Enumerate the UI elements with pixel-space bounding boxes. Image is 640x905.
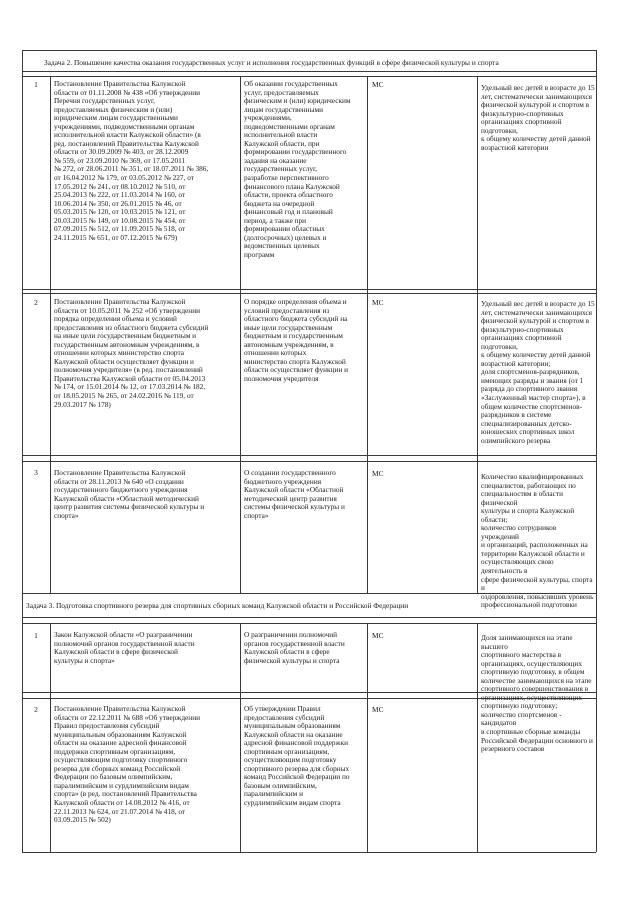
executor-cell: МС [372, 298, 384, 307]
table-border-bottom [22, 852, 596, 853]
task-3-header-bottom [22, 617, 596, 618]
column-separator [50, 76, 51, 593]
subject-cell: Об утверждении Правил предоставления субсидий муниципальным образованиям Калужской области на оказание адресной финансовой поддержки спортивным организациям, осуществляющим подготовку спортивного резерва для сборных команд Российской Федерации по базовым олимпийским, паралимпийским и сурдлимпийским видам спорта [244, 705, 350, 808]
column-separator [367, 76, 368, 593]
executor-cell: МС [372, 469, 384, 478]
column-separator [240, 623, 241, 852]
column-separator [477, 623, 478, 852]
subject-cell: О порядке определения объема и условий предоставления из областного бюджета субсидий на иные цели государственным бюджетным и государственным автономным учреждениям, в отношении которых министерство спорта Калужской области осуществляет функции и полномочия учредителя [244, 298, 348, 383]
row-number: 2 [34, 298, 38, 307]
column-separator [477, 76, 478, 593]
column-separator [50, 623, 51, 852]
subject-cell: О создании государственного бюджетного учреждения Калужской области «Областной методический центр развития системы физической культуры и спорта» [244, 469, 345, 520]
executor-cell: МС [372, 705, 384, 714]
row-1-bottom [22, 289, 596, 290]
row-3-top [22, 461, 596, 462]
column-separator [367, 623, 368, 852]
executor-cell: МС [372, 80, 384, 89]
row-2-bottom [22, 455, 596, 456]
indicator-cell: Удельный вес детей в возрасте до 15 лет, систематически занимающихся физической культурой и спортом в физкультурно-спортивных организациях спортивной подготовки, к общему количеству детей данной возрастной категории; доля спортсменов-разрядников, имеющих разряды и звания (от 1 разряда до спортивного звания «Заслуженный мастер спорта»), в общем количестве спортсменов- разрядников в системе специализированных детско- юношеских спортивных школ олимпийского резерва [481, 300, 595, 445]
table-border-left [22, 50, 23, 852]
task-3-title: Задача 3. Подготовка спортивного резерва для спортивных сборных команд Калужской области и Российской Федерации [26, 601, 409, 610]
task-2-title: Задача 2. Повышение качества оказания государственных услуг и исполнения государственных функций в сфере физической культуры и спорта [44, 58, 499, 67]
indicator-cell: Количество квалифицированных специалистов, работающих по специальностям в области физической культуры и спорта Калужской области; количество сотрудников учреждений и организаций, расположенных на территории Калужской области и осуществляющих свою деятельность в сфере физической культуры, спорта и оздоровления, повысивших уровень профессиональной подготовки [481, 473, 594, 610]
indicator-cell: Удельный вес детей в возрасте до 15 лет, систематически занимающихся физической культурой и спортом в физкультурно-спортивных организациях спортивной подготовки, к общему количеству детей данной возрастной категории [481, 84, 595, 152]
subject-cell: Об оказании государственных услуг, предоставляемых физическим и (или) юридическим лицам государственными учреждениями, подведомственными органам исполнительной власти Калужской области, при формировании государственного задания на оказание государственных услуг, разработке перспективного финансового плана Калужской области, проекта областного бюджета на очередной финансовый год и плановый период, а также при формировании областных (долгосрочных) целевых и ведомственных целевых программ [244, 80, 351, 259]
row-number: 2 [34, 705, 38, 714]
table-border-top [22, 50, 596, 51]
document-cell: Постановление Правительства Калужской области от 22.12.2011 № 688 «Об утверждении Правил предоставления субсидий муниципальным образованиям Калужской области на оказание адресной финансовой поддержки спортивным организациям, осуществляющим подготовку спортивного резерва для сборных команд Российской Федерации по базовым олимпийским, паралимпийским и сурдлимпийским видам спорта» (в ред. постановлений Правительства Калужской области от 14.08.2012 № 416, от 22.11.2013 № 624, от 21.07.2014 № 418, от 03.09.2015 № 502) [54, 705, 201, 825]
document-cell: Постановление Правительства Калужской области от 28.11.2013 № 640 «О создании государственного бюджетного учреждения Калужской области «Областной методический центр развития системы физической культуры и спорта» [54, 469, 205, 520]
row-number: 1 [34, 80, 38, 89]
indicator-cell: Доля занимающихся на этапе высшего спортивного мастерства в организациях, осуществляющих спортивную подготовку, в общем количестве занимающихся на этапе спортивного совершенствования в организациях, осуществляющих спортивную подготовку; количество спортсменов - кандидатов в спортивные сборные команды Российской Федерации основного и резервного составов [481, 634, 593, 754]
row-1-top [22, 76, 596, 77]
document-cell: Постановление Правительства Калужской области от 10.05.2011 № 252 «Об утверждении порядка определения объема и условий предоставления из областного бюджета субсидий на иные цели государственным бюджетным и государственным автономным учреждениям, в отношении которых министерство спорта Калужской области осуществляет функции и полномочия учредителя» (в ред. постановлений Правительства Калужской области от 05.04.2013 № 174, от 15.01.2014 № 12, от 17.03.2014 № 182, от 18.05.2015 № 265, от 24.02.2016 № 119, от 29.03.2017 № 178) [54, 298, 209, 409]
executor-cell: МС [372, 631, 384, 640]
row-number: 3 [34, 468, 38, 477]
document-cell: Закон Калужской области «О разграничении полномочий органов государственной власти Калужской области в сфере физической культуры и спорта» [54, 631, 195, 665]
row-2-top [22, 293, 596, 294]
row-number: 1 [34, 631, 38, 640]
column-separator [240, 76, 241, 593]
subject-cell: О разграничении полномочий органов государственной власти Калужской области в сфере физической культуры и спорта [244, 631, 345, 665]
row-4-top [22, 623, 596, 624]
document-cell: Постановление Правительства Калужской области от 01.11.2008 № 438 «Об утверждении Перечня государственных услуг, предоставляемых физическим и (или) юридическим лицам государственными учреждениями, подведомственными органам исполнительной власти Калужской области» (в ред. постановлений Правительства Калужской области от 30.09.2009 № 403, от 28.12.2009 № 559, от 23.09.2010 № 369, от 17.05.2011 № 272, от 28.06.2011 № 351, от 18.07.2011 № 386, от 16.04.2012 № 179, от 03.05.2012 № 227, от 17.05.2012 № 241, от 08.10.2012 № 510, от 25.04.2013 № 222, от 11.03.2014 № 160, от 10.06.2014 № 350, от 26.01.2015 № 46, от 05.03.2015 № 120, от 10.03.2015 № 121, от 20.03.2015 № 149, от 10.08.2015 № 454, от 07.09.2015 № 512, от 11.09.2015 № 518, от 24.11.2015 № 651, от 07.12.2015 № 679) [54, 80, 209, 242]
task-2-header-bottom [22, 71, 596, 72]
table-border-right [596, 50, 597, 852]
